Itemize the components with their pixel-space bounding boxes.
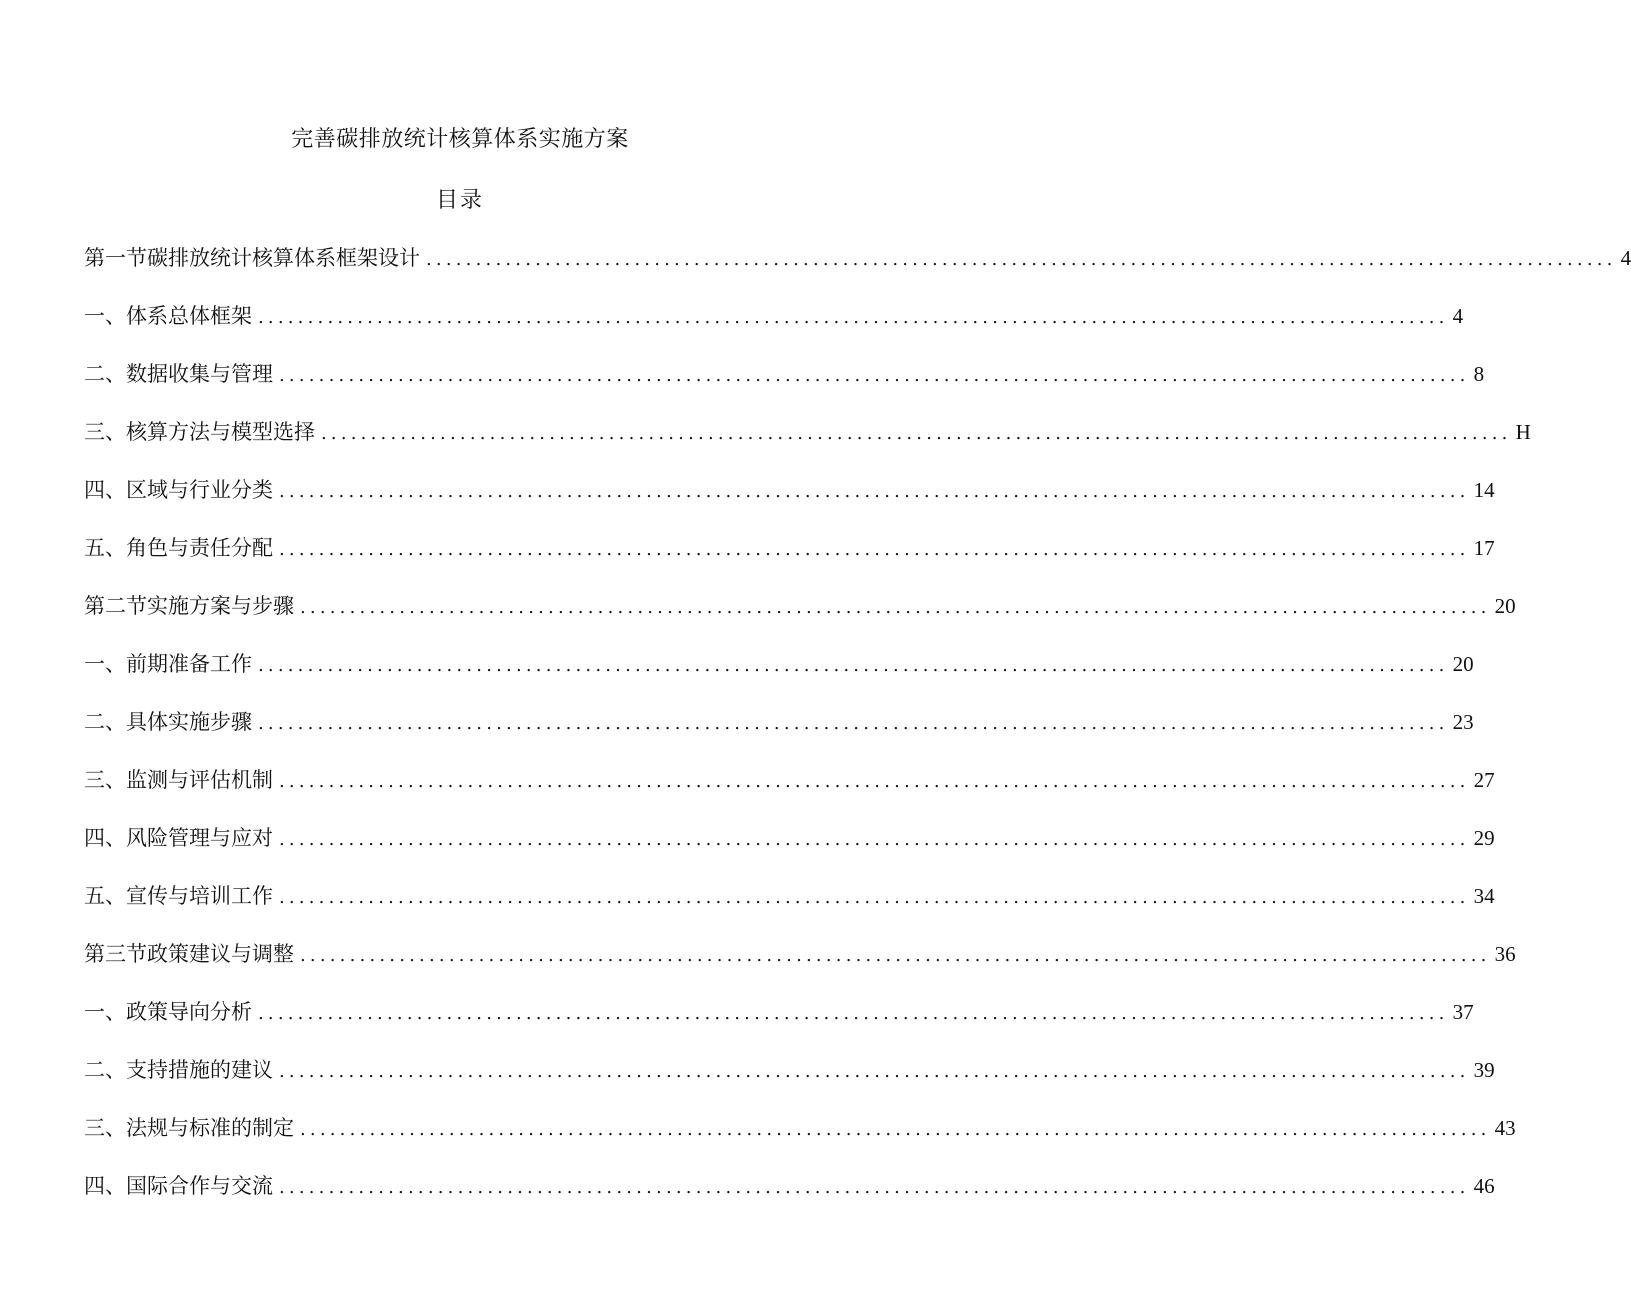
- table-of-contents: [84, 242, 1631, 1228]
- toc-entry-page: 23: [1452, 710, 1474, 734]
- toc-leader-dots: ........................................................................................................................: [279, 365, 1470, 386]
- toc-entry-label: 五、宣传与培训工作: [84, 884, 273, 908]
- toc-entry[interactable]: [84, 474, 1495, 532]
- toc-entry[interactable]: [84, 358, 1485, 416]
- toc-entry-label: 第一节碳排放统计核算体系框架设计: [84, 246, 420, 270]
- toc-heading: 目录: [435, 188, 484, 213]
- toc-entry-page: 43: [1494, 1116, 1516, 1140]
- toc-entry-page: 14: [1473, 478, 1495, 502]
- toc-leader-dots: ........................................................................................................................: [258, 713, 1449, 734]
- toc-entry-label: 三、核算方法与模型选择: [84, 420, 315, 444]
- toc-entry-label: 四、区域与行业分类: [84, 478, 273, 502]
- toc-entry-page: 39: [1473, 1058, 1495, 1082]
- toc-entry[interactable]: [84, 938, 1516, 996]
- toc-entry-page: 4: [1452, 304, 1464, 328]
- toc-entry-page: 46: [1473, 1174, 1495, 1198]
- toc-entry-label: 四、国际合作与交流: [84, 1174, 273, 1198]
- toc-leader-dots: ........................................................................................................................: [258, 655, 1449, 676]
- toc-entry-label: 五、角色与责任分配: [84, 536, 273, 560]
- toc-leader-dots: ........................................................................................................................: [279, 829, 1470, 850]
- toc-entry[interactable]: [84, 1112, 1516, 1170]
- toc-entry-label: 二、数据收集与管理: [84, 362, 273, 386]
- toc-entry[interactable]: [84, 590, 1516, 648]
- toc-leader-dots: ........................................................................................................................: [279, 1061, 1470, 1082]
- toc-entry-page: 27: [1473, 768, 1495, 792]
- toc-entry[interactable]: [84, 416, 1531, 474]
- toc-leader-dots: ........................................................................................................................: [321, 423, 1512, 444]
- toc-entry-label: 一、政策导向分析: [84, 1000, 252, 1024]
- toc-entry-label: 二、具体实施步骤: [84, 710, 252, 734]
- toc-entry-page: 17: [1473, 536, 1495, 560]
- toc-entry[interactable]: [84, 242, 1631, 300]
- toc-leader-dots: ........................................................................................................................: [258, 307, 1449, 328]
- toc-entry-label: 二、支持措施的建议: [84, 1058, 273, 1082]
- toc-leader-dots: ........................................................................................................................: [279, 887, 1470, 908]
- toc-entry-page: 8: [1473, 362, 1485, 386]
- toc-leader-dots: ........................................................................................................................: [279, 481, 1470, 502]
- toc-entry-label: 三、监测与评估机制: [84, 768, 273, 792]
- toc-entry[interactable]: [84, 764, 1495, 822]
- toc-entry[interactable]: [84, 880, 1495, 938]
- toc-entry-page: 20: [1494, 594, 1516, 618]
- toc-leader-dots: ........................................................................................................................: [300, 597, 1491, 618]
- toc-entry-page: 37: [1452, 1000, 1474, 1024]
- toc-entry-page: 4: [1620, 246, 1631, 270]
- toc-entry-label: 第二节实施方案与步骤: [84, 594, 294, 618]
- toc-entry-label: 一、体系总体框架: [84, 304, 252, 328]
- toc-entry[interactable]: [84, 532, 1495, 590]
- toc-leader-dots: ........................................................................................................................: [279, 771, 1470, 792]
- toc-entry[interactable]: [84, 996, 1474, 1054]
- toc-entry[interactable]: [84, 648, 1474, 706]
- toc-entry[interactable]: [84, 706, 1474, 764]
- toc-leader-dots: ........................................................................................................................: [258, 1003, 1449, 1024]
- toc-entry[interactable]: [84, 1054, 1495, 1112]
- toc-entry-page: 34: [1473, 884, 1495, 908]
- toc-leader-dots: ........................................................................................................................: [279, 1177, 1470, 1198]
- toc-entry-label: 一、前期准备工作: [84, 652, 252, 676]
- toc-entry-page: H: [1515, 420, 1531, 444]
- toc-entry-page: 29: [1473, 826, 1495, 850]
- toc-entry[interactable]: [84, 822, 1495, 880]
- toc-entry-label: 三、法规与标准的制定: [84, 1116, 294, 1140]
- toc-entry-page: 20: [1452, 652, 1474, 676]
- toc-leader-dots: ........................................................................................................................: [300, 1119, 1491, 1140]
- toc-entry[interactable]: [84, 300, 1464, 358]
- toc-entry-label: 四、风险管理与应对: [84, 826, 273, 850]
- toc-leader-dots: ........................................................................................................................: [300, 945, 1491, 966]
- toc-leader-dots: ........................................................................................................................: [279, 539, 1470, 560]
- toc-leader-dots: ........................................................................................................................: [426, 249, 1617, 270]
- toc-entry-page: 36: [1494, 942, 1516, 966]
- toc-entry[interactable]: [84, 1170, 1495, 1228]
- document-title: 完善碳排放统计核算体系实施方案: [291, 127, 629, 152]
- toc-entry-label: 第三节政策建议与调整: [84, 942, 294, 966]
